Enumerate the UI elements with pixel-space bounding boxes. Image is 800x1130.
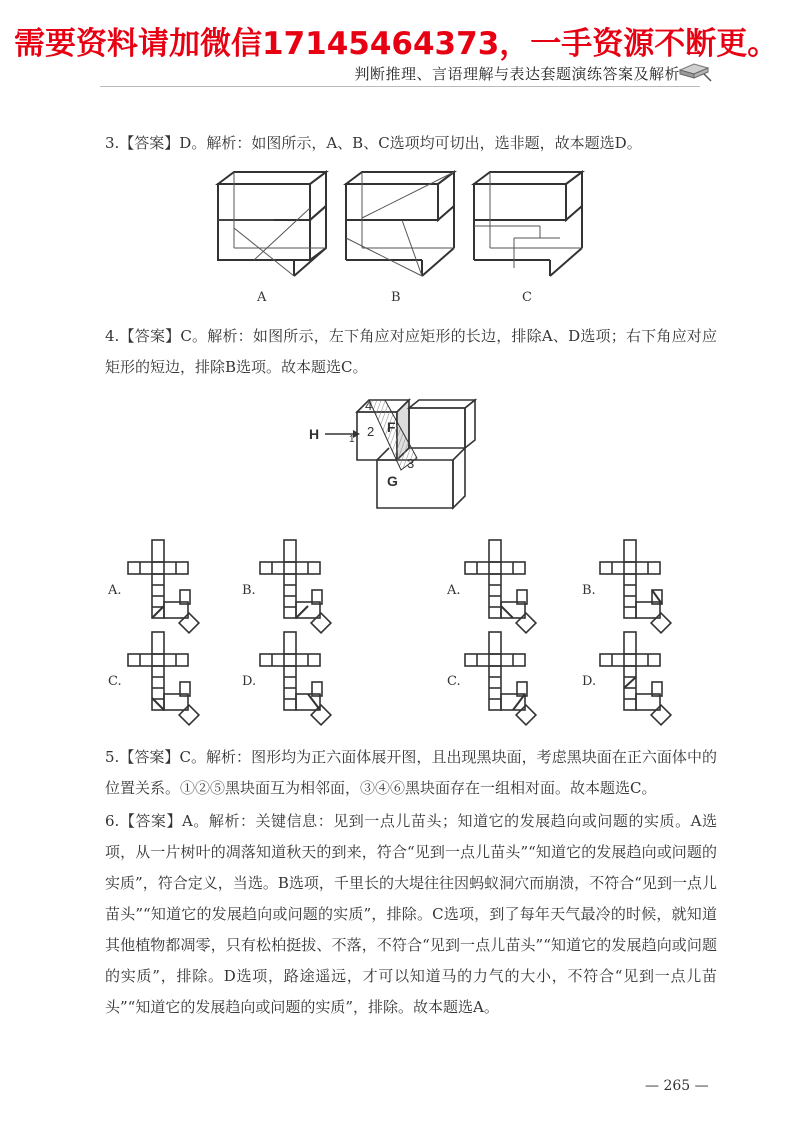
answer-5-text: 5.【答案】C。解析：图形均为正六面体展开图，且出现黑块面，考虑黑块面在正六面体中的位置关系。①②⑤黑块面互为相邻面，③④⑥黑块面存在一组相对面。故本题选C。 [105, 748, 717, 797]
right-option-A-net [463, 538, 547, 638]
left-option-A-net [126, 538, 210, 638]
left-option-B-label: B. [242, 583, 256, 598]
q3-figure-B [342, 168, 458, 280]
q4-label-g: G [387, 473, 398, 489]
right-option-D-label: D. [582, 674, 597, 689]
left-option-C-label: C. [108, 674, 122, 689]
q3-label-B: B [391, 290, 401, 305]
right-option-A-label: A. [447, 583, 461, 598]
q3-figure-A [214, 168, 330, 280]
q3-label-A: A [257, 290, 267, 305]
q4-label-2: 2 [367, 424, 375, 439]
right-option-C-net [463, 630, 547, 730]
q3-figure-C [470, 168, 586, 280]
right-option-C-label: C. [447, 674, 461, 689]
q4-label-1: 1 [349, 434, 355, 445]
q4-label-4: 4 [365, 398, 373, 413]
left-option-D-label: D. [242, 674, 257, 689]
q4-label-f: F [387, 419, 396, 435]
left-option-B-net [258, 538, 342, 638]
book-icon [678, 56, 712, 82]
right-option-B-net [598, 538, 682, 638]
right-option-B-label: B. [582, 583, 596, 598]
q3-label-C: C [522, 290, 532, 305]
right-option-D-net [598, 630, 682, 730]
header-divider [100, 86, 700, 87]
left-option-D-net [258, 630, 342, 730]
q4-label-h: H [309, 426, 320, 442]
answer-4-text: 4.【答案】C。解析：如图所示，左下角应对应矩形的长边，排除A、D选项；右下角应对应矩形的短边，排除B选项。故本题选C。 [105, 327, 717, 376]
answer-3-text: 3.【答案】D。解析：如图所示，A、B、C选项均可切出，选非题，故本题选D。 [105, 134, 642, 152]
watermark-banner: 需要资料请加微信17145464373，一手资源不断更。 [14, 26, 779, 62]
page-number: — 265 — [645, 1078, 709, 1094]
left-option-C-net [126, 630, 210, 730]
page-header-title: 判断推理、言语理解与表达套题演练答案及解析 [354, 65, 680, 83]
q4-cube-figure [305, 398, 485, 510]
answer-6-text: 6.【答案】A。解析：关键信息：见到一点儿苗头；知道它的发展趋向或问题的实质。A选项，从一片树叶的凋落知道秋天的到来，符合“见到一点儿苗头”“知道它的发展趋向或问题的实质”，符合定义，当选。B选项，千里长的大堤往往因蚂蚁洞穴而崩溃，不符合“见到一点儿苗头”“知道它的发展趋向或问题的实质”，排除。C选项，到了每年天气最冷的时候，就知道其他植物都凋零，只有松柏挺拔、不落，不符合“见到一点儿苗头”“知道它的发展趋向或问题的实质”，排除。D选项，路途遥远，才可以知道马的力气的大小，不符合“见到一点儿苗头”“知道它的发展趋向或问题的实质”，排除。故本题选A。 [105, 812, 717, 1016]
q4-label-3: 3 [407, 456, 415, 471]
left-option-A-label: A. [108, 583, 122, 598]
